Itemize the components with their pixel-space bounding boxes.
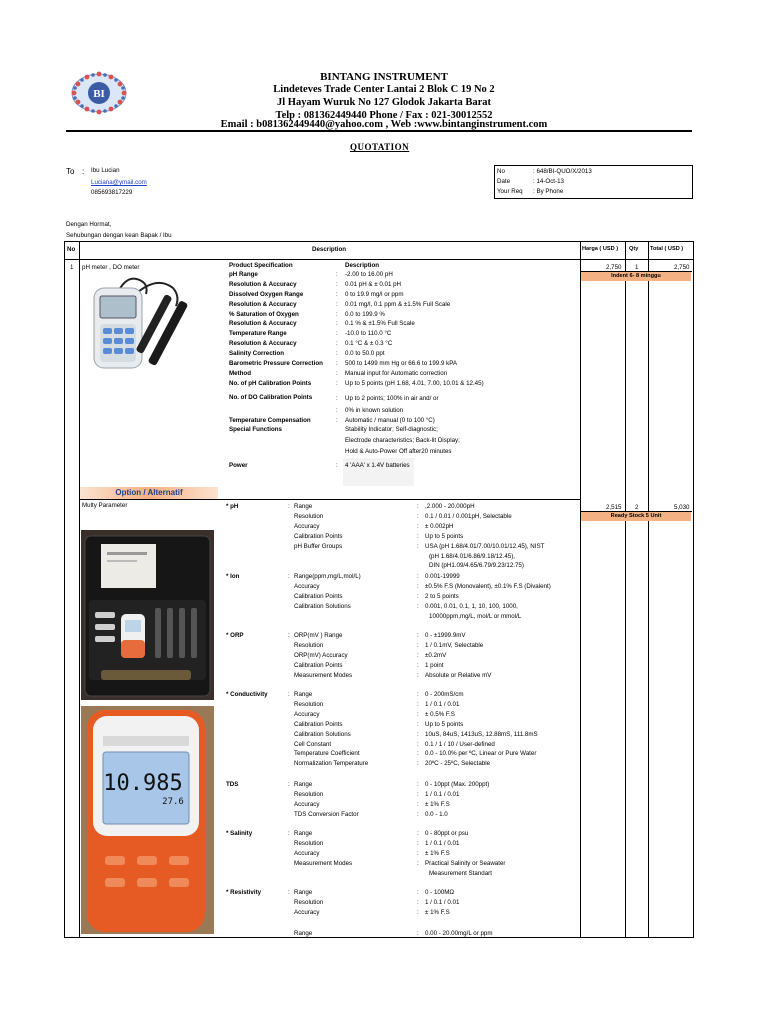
param-value: Up to 5 points bbox=[425, 720, 464, 728]
col-divider-harga bbox=[580, 241, 581, 937]
item1-note: Indent 6- 8 minggu bbox=[581, 272, 691, 281]
item1-qty: 1 bbox=[635, 264, 639, 271]
company-phone: Telp : 081362449440 Phone / Fax : 021-30012552 bbox=[275, 110, 493, 121]
param-value: USA (pH 1.68/4.01/7.00/10.01/12.45), NIST bbox=[425, 542, 545, 550]
param-label: Calibration Points bbox=[294, 592, 343, 600]
param-label: Calibration Points bbox=[294, 532, 343, 540]
spec-value: 0.0 to 50.0 ppt bbox=[345, 350, 385, 358]
company-address-line2: Jl Hayam Wuruk No 127 Glodok Jakarta Barat bbox=[276, 97, 491, 108]
special-value1: Stability Indicator; Self-diagnostic; bbox=[345, 426, 438, 433]
param-value: 0.1 / 0.01 / 0.001pH, Selectable bbox=[425, 512, 512, 520]
param-group-name: * Conductivity bbox=[226, 691, 268, 698]
param-label: Temperature Coefficient bbox=[294, 750, 360, 758]
special-value2: Electrode characteristics; Back-lit Display; bbox=[345, 437, 460, 444]
spec-colon: : bbox=[336, 280, 338, 288]
spec-value: 0.0 to 199.9 % bbox=[345, 310, 385, 318]
spec-colon: : bbox=[336, 350, 338, 358]
meta-label: Your Req bbox=[497, 188, 523, 195]
param-value: 0.1 / 1 / 10 / User-defined bbox=[425, 740, 495, 748]
do-cal-label: No. of DO Calibration Points bbox=[229, 394, 313, 401]
param-value-colon: : bbox=[417, 889, 419, 896]
spec-value: 0.1 °C & ± 0.3 °C bbox=[345, 340, 393, 348]
param-value-colon: : bbox=[417, 730, 419, 738]
param-label: Calibration Solutions bbox=[294, 602, 351, 610]
param-value: 1 / 0.1 / 0.01 bbox=[425, 898, 460, 906]
spec-label: % Saturation of Oxygen bbox=[229, 310, 299, 318]
param-value-colon: : bbox=[417, 641, 419, 649]
col-divider-total bbox=[648, 241, 649, 937]
spec-colon: : bbox=[336, 320, 338, 328]
param-value-colon: : bbox=[417, 592, 419, 600]
spec-label: Resolution & Accuracy bbox=[229, 280, 297, 288]
param-value-colon: : bbox=[417, 859, 419, 867]
param-value: ± 1% F.S bbox=[425, 908, 450, 916]
meta-value: : By Phone bbox=[533, 188, 564, 195]
param-label: Cell Constant bbox=[294, 740, 332, 748]
param-value: Measurement Standart bbox=[429, 869, 492, 877]
param-value: 10uS, 84uS, 1413uS, 12.88mS, 111.8mS bbox=[425, 730, 538, 738]
th-total: Total ( USD ) bbox=[650, 246, 684, 252]
spec-value: 0.1 % & ±1.5% Full Scale bbox=[345, 320, 415, 328]
spec-label: Barometric Pressure Correction bbox=[229, 360, 323, 368]
spec-value: -10.0 to 110.0 °C bbox=[345, 330, 392, 338]
param-label: Calibration Solutions bbox=[294, 730, 351, 738]
param-value-colon: : bbox=[417, 710, 419, 718]
param-value-colon: : bbox=[417, 522, 419, 530]
spec-colons bbox=[336, 270, 338, 389]
param-label: Accuracy bbox=[294, 522, 320, 530]
company-address-line1: Lindeteves Trade Center Lantai 2 Blok C 19 No 2 bbox=[273, 84, 495, 95]
logo-text: BI bbox=[93, 88, 105, 100]
param-label: Resolution bbox=[294, 700, 324, 708]
param-value: 0 - 80ppt or psu bbox=[425, 830, 469, 837]
col-divider-no bbox=[79, 241, 80, 937]
meta-label: Date bbox=[497, 178, 511, 185]
to-colon: : bbox=[82, 167, 85, 176]
th-description: Description bbox=[312, 246, 347, 253]
param-value: ±0.5% F.S (Monovalent), ±0.1% F.S (Divalent) bbox=[425, 582, 551, 590]
param-label: Resolution bbox=[294, 898, 324, 906]
param-label: Range bbox=[294, 691, 313, 698]
param-value: ± 0.5% F.S bbox=[425, 710, 455, 718]
last-row-colon: : bbox=[417, 930, 419, 937]
temp-comp-value: Automatic / manual (0 to 100 °C) bbox=[345, 417, 435, 424]
param-group-name: TDS bbox=[226, 781, 239, 788]
param-value: ±0.2mV bbox=[425, 651, 447, 659]
meta-value: : 648/BI-QUO/X/2013 bbox=[533, 168, 592, 175]
param-value: ,2.000 - 20.000pH bbox=[425, 503, 475, 510]
param-value-colon: : bbox=[417, 908, 419, 916]
meter-display-value: 10.985 bbox=[103, 771, 183, 796]
company-name: BINTANG INSTRUMENT bbox=[320, 71, 448, 83]
spec-colon: : bbox=[336, 310, 338, 318]
param-group-name: * pH bbox=[226, 503, 239, 510]
param-label: Range bbox=[294, 889, 313, 896]
param-label: Resolution bbox=[294, 790, 324, 798]
param-value: 0 - 10ppt (Max. 200ppt) bbox=[425, 781, 490, 788]
param-value-colon: : bbox=[417, 830, 419, 837]
item1-no: 1 bbox=[70, 264, 74, 271]
param-label-colon: : bbox=[288, 830, 290, 837]
to-email-link[interactable]: Luciana@ymail.com bbox=[91, 179, 147, 186]
param-value-colon: : bbox=[417, 651, 419, 659]
col-divider-qty bbox=[625, 241, 626, 937]
param-value-colon: : bbox=[417, 542, 419, 550]
param-label: Range bbox=[294, 503, 313, 510]
param-label: Resolution bbox=[294, 839, 324, 847]
spec-label: No. of pH Calibration Points bbox=[229, 379, 312, 387]
param-value-colon: : bbox=[417, 691, 419, 698]
param-label-colon: : bbox=[288, 573, 290, 580]
param-label: Accuracy bbox=[294, 582, 320, 590]
special-label: Special Functions bbox=[229, 426, 282, 433]
param-label: Accuracy bbox=[294, 800, 320, 808]
param-label: Accuracy bbox=[294, 849, 320, 857]
meta-value: : 14-Oct-13 bbox=[533, 178, 564, 185]
power-value: 4 'AAA' x 1.4V batteries bbox=[345, 462, 410, 469]
item2-harga: 2,515 bbox=[606, 504, 622, 511]
temp-comp-colon: : bbox=[336, 417, 338, 424]
header-row-divider bbox=[64, 259, 693, 260]
param-value-colon: : bbox=[417, 839, 419, 847]
param-label: Normalization Temperature bbox=[294, 760, 369, 768]
param-value: Absolute or Relative mV bbox=[425, 671, 492, 679]
param-value: 0 - ±1999.9mV bbox=[425, 632, 466, 639]
param-value: 2 to 5 points bbox=[425, 592, 459, 600]
param-label: Range(ppm,mg/L,mol/L) bbox=[294, 573, 361, 580]
meter-display-sub: 27.6 bbox=[162, 797, 184, 807]
param-value-colon: : bbox=[417, 849, 419, 857]
greeting-line2: Sehubungan dengan kean Bapak / Ibu bbox=[66, 232, 172, 239]
param-label: pH Buffer Groups bbox=[294, 542, 343, 550]
param-value: 1 / 0.1 / 0.01 bbox=[425, 839, 460, 847]
param-value-colon: : bbox=[417, 750, 419, 758]
param-value: DIN (pH1.09/4.65/6.79/9.23/12.75) bbox=[429, 562, 524, 570]
param-label: Resolution bbox=[294, 641, 324, 649]
param-value: 0 - 200mS/cm bbox=[425, 691, 464, 698]
param-value-colon: : bbox=[417, 790, 419, 798]
spec-value: -2.00 to 16.00 pH bbox=[345, 271, 393, 278]
spec-label: Resolution & Accuracy bbox=[229, 340, 297, 348]
spec-value: 500 to 1499 mm Hg or 66.6 to 199.9 kPA bbox=[345, 360, 458, 368]
param-value-colon: : bbox=[417, 582, 419, 590]
spec-value: 0.01 mg/l, 0.1 ppm & ±1.5% Full Scale bbox=[345, 300, 451, 308]
param-label: ORP(mV) Accuracy bbox=[294, 651, 348, 659]
param-value: 1 / 0.1 / 0.01 bbox=[425, 700, 460, 708]
param-value-colon: : bbox=[417, 781, 419, 788]
spec-colon: : bbox=[336, 290, 338, 298]
param-value-colon: : bbox=[417, 800, 419, 808]
param-value: 10000ppm,mg/L, mol/L or mmol/L bbox=[429, 612, 522, 620]
spec-colon: : bbox=[336, 369, 338, 377]
spec-label: Salinity Correction bbox=[229, 350, 285, 358]
param-value-colon: : bbox=[417, 898, 419, 906]
do-cal-colon2: : bbox=[336, 407, 338, 414]
to-label: To bbox=[66, 167, 75, 176]
spec-colon: : bbox=[336, 379, 338, 387]
param-value: (pH 1.68/4.01/6.86/9.18/12.45), bbox=[429, 552, 515, 560]
param-label-colon: : bbox=[288, 781, 290, 788]
spec-labels bbox=[229, 270, 323, 389]
item2-note: Ready Stock 5 Unit bbox=[581, 512, 691, 521]
param-value-colon: : bbox=[417, 671, 419, 679]
greeting-line1: Dengan Hormat, bbox=[66, 221, 112, 228]
spec-value: 0.01 pH & ± 0.01 pH bbox=[345, 280, 402, 288]
desc-header: Description bbox=[345, 262, 380, 269]
spec-value: Up to 5 points (pH 1.68, 4.01, 7.00, 10.01 & 12.45) bbox=[345, 379, 484, 387]
param-value-colon: : bbox=[417, 532, 419, 540]
param-label-colon: : bbox=[288, 691, 290, 698]
multiparameter-kit-image bbox=[81, 530, 214, 700]
param-value: 0.0 - 1.0 bbox=[425, 810, 448, 818]
param-label: Range bbox=[294, 781, 313, 788]
param-label: Measurement Modes bbox=[294, 859, 353, 867]
do-cal-value1: Up to 2 points; 100% in air and/ or bbox=[345, 395, 439, 402]
param-value-colon: : bbox=[417, 503, 419, 510]
ph-do-meter-image bbox=[88, 272, 193, 384]
param-value-colon: : bbox=[417, 573, 419, 580]
param-group-name: * Salinity bbox=[226, 830, 253, 837]
multiparameter-meter-image bbox=[81, 706, 214, 934]
quotation-meta-box bbox=[494, 165, 693, 199]
param-label: ORP(mV ) Range bbox=[294, 632, 343, 639]
spec-label: Temperature Range bbox=[229, 330, 287, 338]
spec-header: Product Specification bbox=[229, 262, 293, 269]
param-value-colon: : bbox=[417, 810, 419, 818]
param-value: ± 1% F.S bbox=[425, 800, 450, 808]
param-value-colon: : bbox=[417, 512, 419, 520]
spec-value: 0 to 19.9 mg/l or ppm bbox=[345, 290, 404, 298]
spec-label: Resolution & Accuracy bbox=[229, 320, 297, 328]
do-cal-colon1: : bbox=[336, 395, 338, 402]
to-phone: 085693817229 bbox=[91, 189, 133, 196]
item1-total: 2,750 bbox=[674, 264, 690, 271]
spec-colon: : bbox=[336, 330, 338, 338]
option-banner-text: Option / Alternatif bbox=[115, 488, 183, 497]
last-row-label: Range bbox=[294, 930, 313, 937]
last-row-value: 0.00 - 20.00mg/L or ppm bbox=[425, 930, 493, 937]
param-value: 1 point bbox=[425, 661, 444, 669]
item2-total: 5,030 bbox=[674, 504, 690, 511]
param-label: Calibration Points bbox=[294, 661, 343, 669]
param-value: 1 / 0.1mV, Selectable bbox=[425, 641, 484, 649]
param-value: 0.001, 0.01, 0.1, 1, 10, 100, 1000, bbox=[425, 602, 518, 610]
do-cal-value2: 0% in known solution bbox=[345, 407, 404, 414]
param-value-colon: : bbox=[417, 661, 419, 669]
param-label-colon: : bbox=[288, 632, 290, 639]
param-value-colon: : bbox=[417, 760, 419, 768]
header-divider bbox=[66, 130, 692, 132]
param-label-colon: : bbox=[288, 889, 290, 896]
meta-label: No bbox=[497, 168, 505, 175]
param-value: ± 1% F.S bbox=[425, 849, 450, 857]
spec-colon: : bbox=[336, 360, 338, 368]
spec-label: Resolution & Accuracy bbox=[229, 300, 297, 308]
option-banner-underline bbox=[80, 499, 580, 500]
param-label: Accuracy bbox=[294, 908, 320, 916]
param-label: Range bbox=[294, 830, 313, 837]
spec-value: Manual input for Automatic correction bbox=[345, 369, 448, 377]
doc-title: QUOTATION bbox=[350, 142, 410, 152]
spec-values bbox=[345, 270, 484, 389]
special-value3: Hold & Auto-Power Off after20 minutes bbox=[345, 448, 452, 455]
th-harga: Harga ( USD ) bbox=[582, 246, 619, 252]
spec-label: pH Range bbox=[229, 271, 258, 278]
company-email: Email : b081362449440@yahoo.com , Web :www.bintanginstrument.com bbox=[220, 119, 548, 130]
param-label: Accuracy bbox=[294, 710, 320, 718]
param-value: 0 - 100MΩ bbox=[425, 889, 455, 896]
spec-label: Dissolved Oxygen Range bbox=[229, 290, 304, 298]
th-no: No bbox=[67, 246, 76, 253]
param-value-colon: : bbox=[417, 700, 419, 708]
item2-qty: 2 bbox=[635, 504, 639, 511]
param-value: 0.001-19999 bbox=[425, 573, 460, 580]
param-label: Measurement Modes bbox=[294, 671, 353, 679]
power-label: Power bbox=[229, 462, 248, 469]
param-label: TDS Conversion Factor bbox=[294, 810, 359, 818]
param-label-colon: : bbox=[288, 503, 290, 510]
param-value: 0.0 - 10.0% per ºC, Linear or Pure Water bbox=[425, 750, 537, 758]
th-qty: Qty bbox=[629, 246, 639, 252]
param-value-colon: : bbox=[417, 720, 419, 728]
item1-name: pH meter , DO meter bbox=[82, 264, 140, 271]
param-value: ± 0.002pH bbox=[425, 522, 454, 530]
param-value-colon: : bbox=[417, 602, 419, 610]
spec-colon: : bbox=[336, 300, 338, 308]
param-value-colon: : bbox=[417, 740, 419, 748]
spec-label: Method bbox=[229, 369, 251, 377]
temp-comp-label: Temperature Compensation bbox=[229, 417, 311, 424]
spec-colon: : bbox=[336, 340, 338, 348]
param-value: 20ºC - 25ºC, Selectable bbox=[425, 760, 491, 768]
param-label: Resolution bbox=[294, 512, 324, 520]
power-colon: : bbox=[336, 462, 338, 469]
param-value: 1 / 0.1 / 0.01 bbox=[425, 790, 460, 798]
param-label: Calibration Points bbox=[294, 720, 343, 728]
item2-name: Multy Parameter bbox=[82, 502, 128, 509]
param-value: Up to 5 points bbox=[425, 532, 464, 540]
spec-colon: : bbox=[336, 271, 338, 278]
param-group-name: * Resistivity bbox=[226, 889, 262, 896]
param-value-colon: : bbox=[417, 632, 419, 639]
item1-harga: 2,750 bbox=[606, 264, 622, 271]
param-group-name: * Ion bbox=[226, 573, 240, 580]
to-name: Ibu Lucian bbox=[91, 167, 120, 174]
param-value: Practical Salinity or Seawater bbox=[425, 859, 506, 867]
param-group-name: * ORP bbox=[226, 632, 244, 639]
